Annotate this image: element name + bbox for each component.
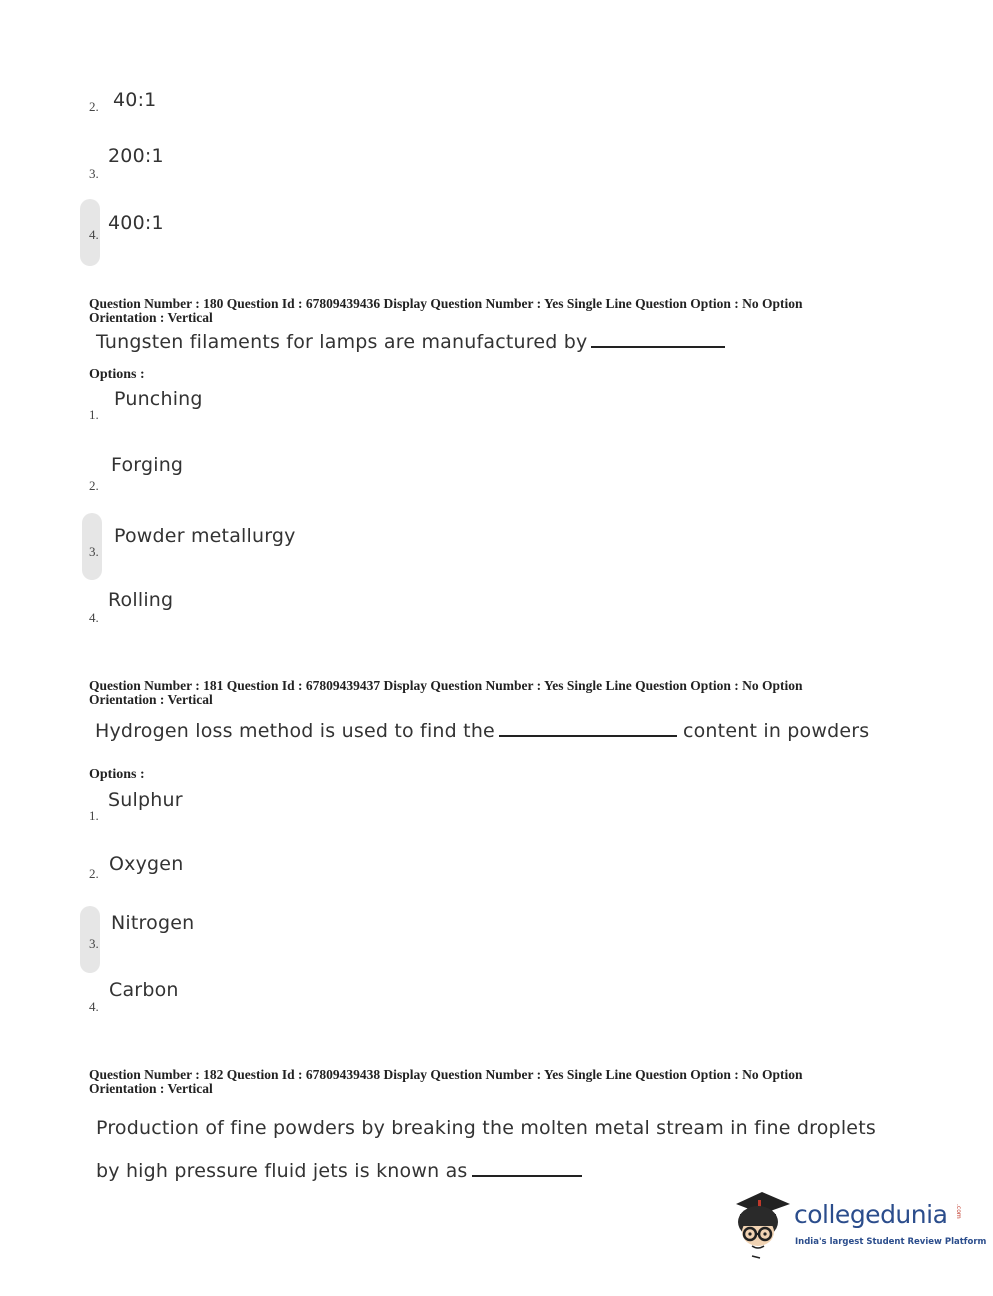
question-meta [89, 297, 889, 325]
question-meta-line: Question Number : 182 Question Id : 67809439438 Display Question Number : Yes Single Line Question Option : No Option [89, 1067, 803, 1082]
option-text: Rolling [108, 589, 174, 611]
brand-logo [732, 1190, 987, 1260]
option-text: 40:1 [113, 89, 157, 111]
question-meta-line: Question Number : 181 Question Id : 67809439437 Display Question Number : Yes Single Line Question Option : No Option [89, 678, 803, 693]
question-meta [89, 1068, 889, 1096]
option-number: 2. [89, 866, 99, 881]
question-text-content: Hydrogen loss method is used to find the [95, 720, 495, 742]
question-text [96, 1117, 876, 1139]
option-number: 4. [89, 227, 99, 242]
option-number: 4. [89, 610, 99, 625]
question-text [96, 1160, 582, 1182]
option-number: 2. [89, 478, 99, 493]
option-number: 2. [89, 99, 99, 114]
options-label: Options : [89, 767, 145, 782]
option-number: 3. [89, 936, 99, 951]
option-number: 1. [89, 808, 99, 823]
answer-blank [472, 1174, 582, 1177]
question-text [96, 331, 725, 353]
option-text: 400:1 [108, 212, 164, 234]
option-number: 4. [89, 999, 99, 1014]
question-meta-line: Orientation : Vertical [89, 1081, 213, 1096]
option-text: Punching [114, 388, 203, 410]
option-number: 1. [89, 407, 99, 422]
question-meta-line: Orientation : Vertical [89, 692, 213, 707]
option-text: Sulphur [108, 789, 183, 811]
brand-name: collegedunia [794, 1200, 948, 1229]
question-meta-line: Question Number : 180 Question Id : 67809439436 Display Question Number : Yes Single Line Question Option : No Option [89, 296, 803, 311]
option-text: 200:1 [108, 145, 164, 167]
question-text [95, 720, 869, 742]
question-meta [89, 679, 889, 707]
brand-tagline: India's largest Student Review Platform [795, 1237, 987, 1247]
option-number: 3. [89, 544, 99, 559]
question-text-content: by high pressure fluid jets is known as [96, 1160, 468, 1182]
answer-blank [591, 345, 725, 348]
option-text: Carbon [109, 979, 179, 1001]
option-text: Nitrogen [111, 912, 195, 934]
option-text: Powder metallurgy [114, 525, 296, 547]
question-meta-line: Orientation : Vertical [89, 310, 213, 325]
option-number: 3. [89, 166, 99, 181]
answer-blank [499, 734, 677, 737]
brand-domain: .com [955, 1204, 962, 1219]
options-label: Options : [89, 367, 145, 382]
question-text-content: content in powders [682, 720, 870, 742]
question-text-content: Production of fine powders by breaking the molten metal stream in fine droplets [96, 1117, 876, 1139]
mascot-icon [732, 1190, 792, 1260]
option-text: Oxygen [109, 853, 184, 875]
question-text-content: Tungsten filaments for lamps are manufactured by [96, 331, 588, 353]
option-text: Forging [111, 454, 184, 476]
